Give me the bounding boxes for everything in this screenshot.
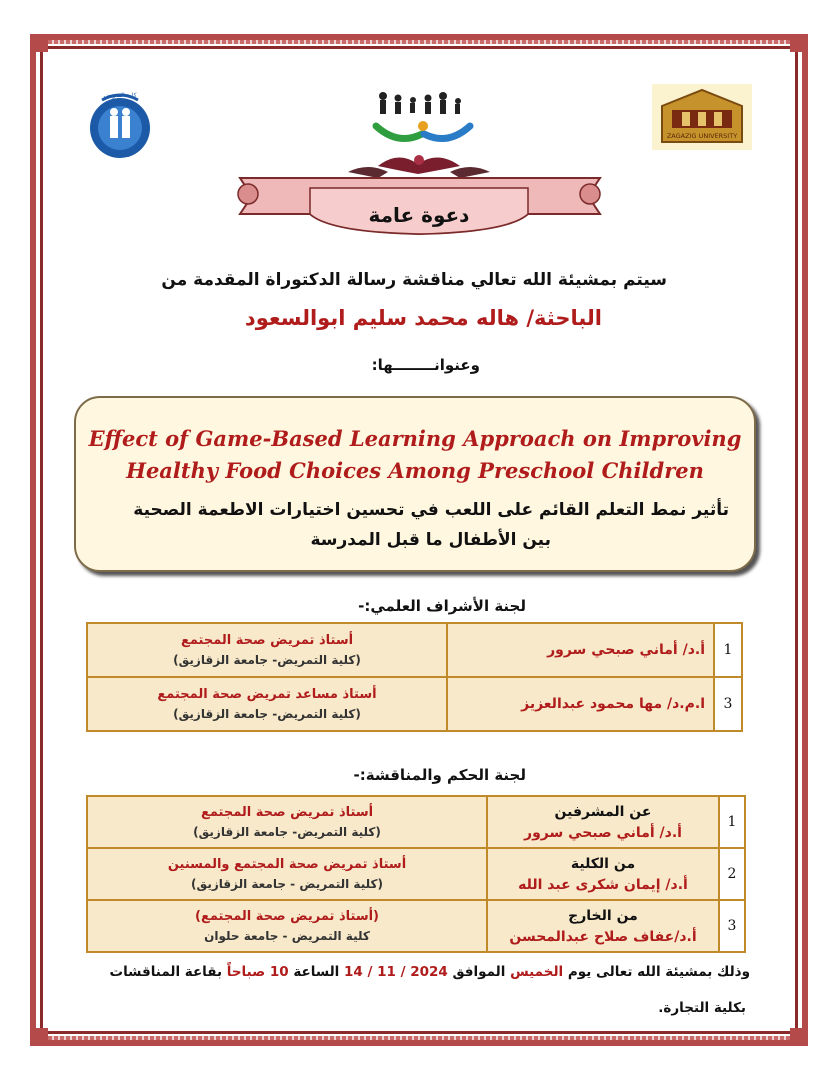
- family-hands-icon: [368, 88, 478, 150]
- examiner-position-cell: [87, 848, 487, 900]
- member-name-cell: [447, 677, 714, 731]
- member-name-cell: [447, 623, 714, 677]
- row-number: 2: [719, 848, 745, 900]
- member-affiliation: (كلية التمريض- جامعة الزقازيق): [173, 707, 361, 721]
- event-time: 10 صباحاً: [226, 964, 289, 980]
- table-row: [87, 900, 745, 952]
- event-venue-faculty: بكلية التجارة.: [658, 1000, 746, 1016]
- examiner-position: أستاذ تمريض صحة المجتمع: [200, 805, 374, 820]
- row-number: 1: [714, 623, 742, 677]
- examination-heading: لجنة الحكم والمناقشة:-: [353, 766, 526, 784]
- member-name: ا.م.د/ مها محمود عبدالعزيز: [521, 696, 705, 712]
- event-label-time: الساعة: [293, 964, 340, 980]
- member-position-cell: [87, 677, 447, 731]
- member-affiliation: (كلية التمريض- جامعة الزقازيق): [173, 653, 361, 667]
- examiner-position-cell: [87, 796, 487, 848]
- event-date: 14 / 11 / 2024: [344, 964, 448, 980]
- thesis-title-box: [74, 396, 756, 572]
- examiner-affiliation: كلية التمريض - جامعة حلوان: [204, 929, 370, 943]
- examiner-role: من الخارج: [568, 907, 638, 924]
- event-intro: وذلك بمشيئة الله تعالى يوم: [567, 964, 750, 980]
- faculty-logo-text: كلية التمريض: [103, 92, 137, 99]
- thesis-title-ar-line1: تأثير نمط التعلم القائم على اللعب في تحسين اختيارات الاطعمة الصحية: [133, 500, 729, 520]
- examiner-position: (أستاذ تمريض صحة المجتمع): [195, 909, 379, 924]
- supervision-table: [86, 622, 743, 732]
- title-label: وعنوانــــــــها:: [371, 356, 480, 374]
- faculty-logo: [84, 88, 156, 160]
- examiner-position-cell: [87, 900, 487, 952]
- table-row: [87, 796, 745, 848]
- examiner-role: من الكلية: [570, 855, 636, 872]
- examiner-cell: [487, 900, 719, 952]
- examiner-cell: [487, 796, 719, 848]
- event-day: الخميس: [510, 964, 564, 980]
- examiner-cell: [487, 848, 719, 900]
- examiner-affiliation: (كلية التمريض- جامعة الزقازيق): [193, 825, 381, 839]
- table-row: [87, 677, 742, 731]
- frame-corner-tr: [790, 34, 808, 52]
- frame-stripe-bottom: [36, 1036, 802, 1040]
- member-position: أستاذ تمريض صحة المجتمع: [180, 633, 354, 648]
- university-logo-text: ZAGAZIG UNIVERSITY: [666, 132, 738, 140]
- examiner-affiliation: (كلية التمريض - جامعة الزقازيق): [191, 877, 383, 891]
- event-venue: بقاعة المناقشات: [109, 964, 223, 980]
- frame-corner-bl: [30, 1028, 48, 1046]
- examiner-name: أ.د/عفاف صلاح عبدالمحسن: [509, 928, 697, 945]
- frame-stripe-top: [36, 40, 802, 44]
- thesis-title-en-line2: Healthy Food Choices Among Preschool Children: [126, 458, 704, 483]
- row-number: 1: [719, 796, 745, 848]
- examiner-name: أ.د/ إيمان شكرى عبد الله: [518, 876, 688, 893]
- frame-corner-br: [790, 1028, 808, 1046]
- frame-corner-tl: [30, 34, 48, 52]
- examiner-role: عن المشرفين: [554, 803, 652, 820]
- intro-line: سيتم بمشيئة الله تعالي مناقشة رسالة الدكتوراة المقدمة من: [161, 270, 667, 290]
- member-name: أ.د/ أماني صبحي سرور: [547, 642, 705, 658]
- member-position: أستاذ مساعد تمريض صحة المجتمع: [157, 687, 377, 702]
- supervision-heading: لجنة الأشراف العلمي:-: [358, 597, 526, 615]
- table-row: [87, 848, 745, 900]
- row-number: 3: [714, 677, 742, 731]
- thesis-title-ar-line2: بين الأطفال ما قبل المدرسة: [310, 530, 551, 550]
- member-position-cell: [87, 623, 447, 677]
- invitation-banner: [228, 148, 610, 248]
- banner-label: دعوة عامة: [368, 203, 470, 227]
- university-logo: [652, 84, 752, 150]
- row-number: 3: [719, 900, 745, 952]
- table-row: [87, 623, 742, 677]
- examination-table: [86, 795, 746, 953]
- examiner-name: أ.د/ أماني صبحي سرور: [524, 824, 682, 841]
- event-label-date: الموافق: [452, 964, 506, 980]
- event-details: [110, 964, 750, 980]
- thesis-title-en-line1: Effect of Game-Based Learning Approach on Improving: [88, 426, 742, 451]
- researcher-name: الباحثة/ هاله محمد سليم ابوالسعود: [244, 306, 602, 330]
- examiner-position: أستاذ تمريض صحة المجتمع والمسنين: [167, 857, 407, 872]
